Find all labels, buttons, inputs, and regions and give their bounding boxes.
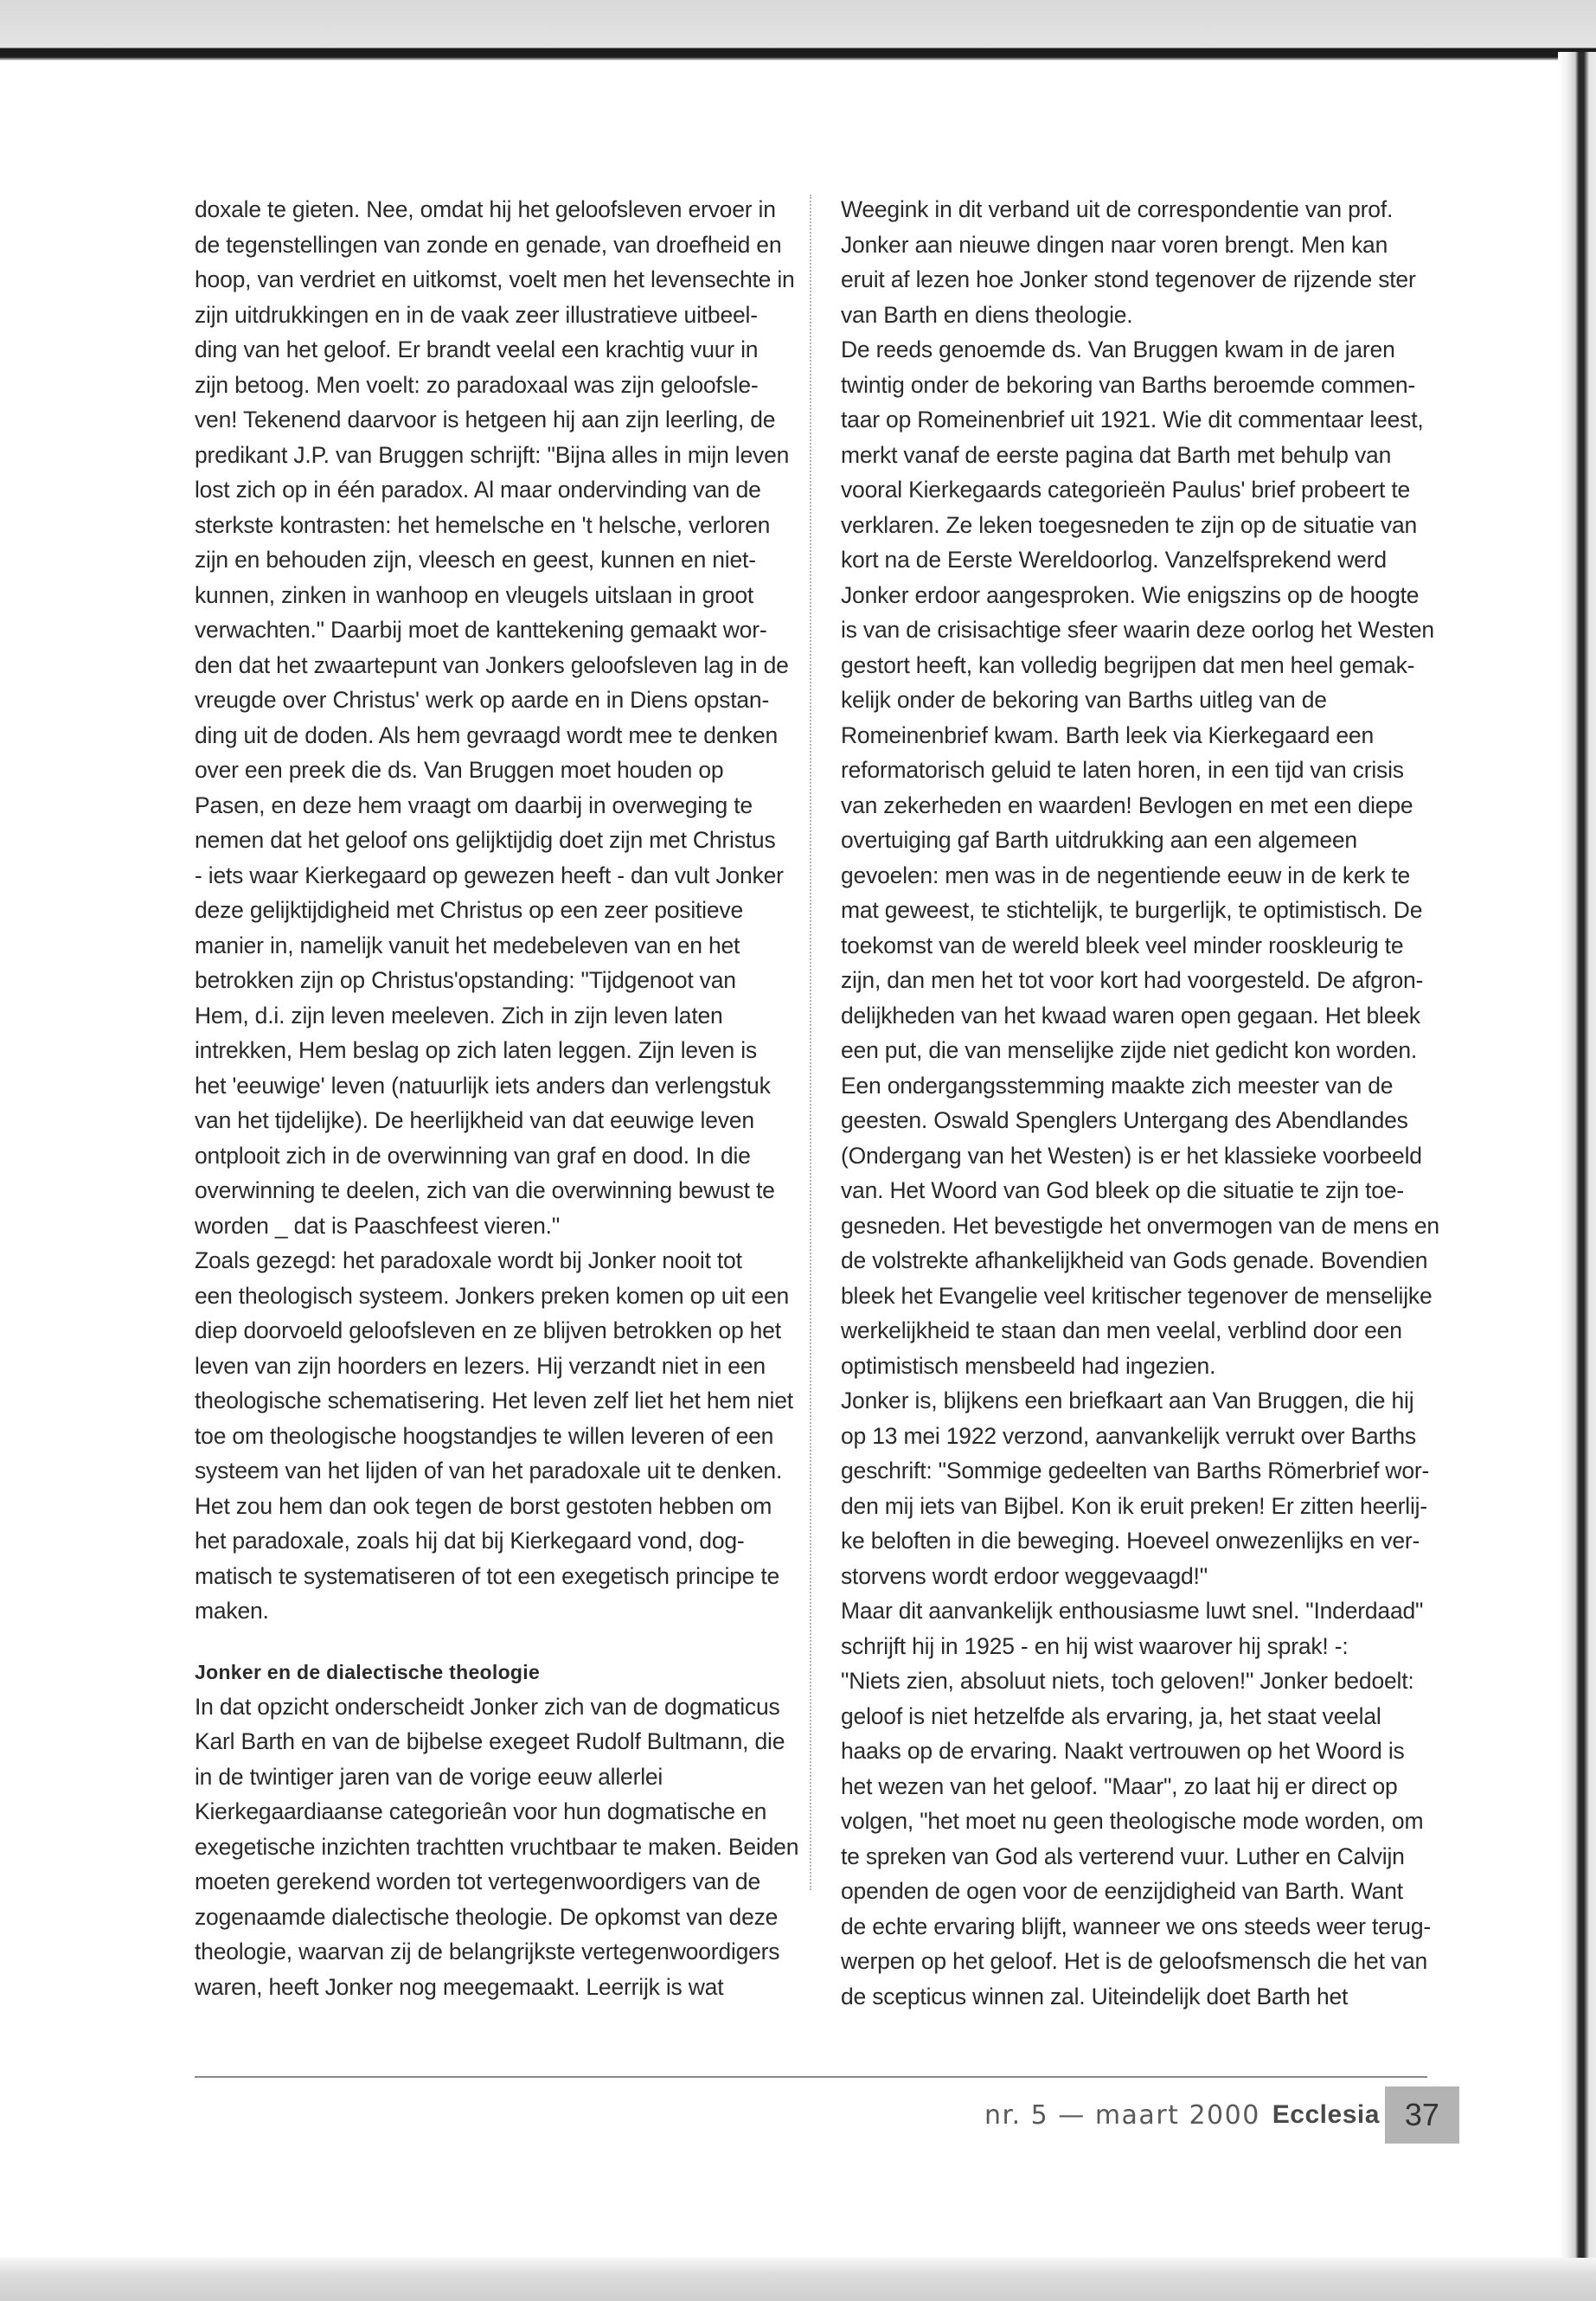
text-line: manier in, namelijk vanuit het medebeleven van en het (195, 932, 740, 958)
right-paragraph-3 (841, 1383, 1430, 1593)
text-line: ontplooit zich in de overwinning van graf en dood. In die (195, 1142, 751, 1169)
text-line: zogenaamde dialectische theologie. De opkomst van deze (195, 1903, 779, 1930)
text-line: storvens wordt erdoor weggevaagd!" (841, 1562, 1208, 1589)
text-line: hoop, van verdriet en uitkomst, voelt men het levensechte in (195, 266, 795, 292)
right-paragraph-4 (841, 1593, 1431, 2014)
text-line: volgen, "het moet nu geen theologische mode worden, om (841, 1808, 1424, 1834)
text-line: exegetische inzichten trachtten vruchtbaar te maken. Beiden (195, 1833, 799, 1860)
text-line: maken. (195, 1598, 269, 1624)
text-line: - iets waar Kierkegaard op gewezen heeft - dan vult Jonker (195, 862, 784, 888)
text-line: toe om theologische hoogstandjes te willen leveren of een (195, 1422, 774, 1449)
text-line: Hem, d.i. zijn leven meeleven. Zich in zijn leven laten (195, 1002, 723, 1029)
scan-edge-bottom (0, 2258, 1596, 2301)
text-line: den mij iets van Bijbel. Kon ik eruit preken! Er zitten heerlij- (841, 1492, 1427, 1519)
text-line: verwachten." Daarbij moet de kanttekening gemaakt wor- (195, 617, 767, 643)
left-paragraph-3 (195, 1689, 799, 2005)
section-subheading: Jonker en de dialectische theologie (195, 1660, 541, 1683)
text-line: matisch te systematiseren of tot een exegetisch principe te (195, 1562, 780, 1589)
text-line: de tegenstellingen van zonde en genade, van droefheid en (195, 231, 782, 258)
scan-edge-right (1558, 52, 1596, 2301)
text-line: intrekken, Hem beslag op zich laten leggen. Zijn leven is (195, 1037, 757, 1063)
text-line: lost zich op in één paradox. Al maar ondervinding van de (195, 477, 761, 503)
text-line: den dat het zwaartepunt van Jonkers geloofsleven lag in de (195, 651, 789, 678)
text-line: op 13 mei 1922 verzond, aanvankelijk verrukt over Barths (841, 1422, 1416, 1449)
text-line: Weegink in dit verband uit de correspondentie van prof. (841, 196, 1394, 222)
text-line: delijkheden van het kwaad waren open gegaan. Het bleek (841, 1002, 1420, 1029)
text-line: ding uit de doden. Als hem gevraagd wordt mee te denken (195, 721, 779, 748)
text-line: betrokken zijn op Christus'opstanding: "Tijdgenoot van (195, 967, 736, 993)
text-line: kelijk onder de bekoring van Barths uitleg van de (841, 687, 1327, 713)
text-line: predikant J.P. van Bruggen schrijft: "Bijna alles in mijn leven (195, 441, 790, 468)
text-line: Maar dit aanvankelijk enthousiasme luwt snel. "Inderdaad" (841, 1598, 1424, 1624)
text-line: moeten gerekend worden tot vertegenwoordigers van de (195, 1868, 760, 1894)
text-line: nemen dat het geloof ons gelijktijdig doet zijn met Christus (195, 827, 776, 853)
text-line: schrijft hij in 1925 - en hij wist waarover hij sprak! -: (841, 1632, 1349, 1659)
text-line: In dat opzicht onderscheidt Jonker zich van de dogmaticus (195, 1693, 780, 1720)
text-line: overtuiging gaf Barth uitdrukking aan een algemeen (841, 827, 1357, 853)
text-line: diep doorvoeld geloofsleven en ze blijven betrokken op het (195, 1317, 781, 1343)
text-line: werkelijkheid te staan dan men veelal, verblind door een (841, 1317, 1402, 1343)
left-column (195, 192, 799, 2004)
text-line: kort na de Eerste Wereldoorlog. Vanzelfsprekend werd (841, 547, 1387, 573)
text-line: systeem van het lijden of van het paradoxale uit te denken. (195, 1458, 783, 1484)
text-line: van Barth en diens theologie. (841, 301, 1133, 328)
text-line: Het zou hem dan ook tegen de borst gestoten hebben om (195, 1492, 772, 1519)
text-line: zijn uitdrukkingen en in de vaak zeer illustratieve uitbeel- (195, 301, 758, 328)
right-paragraph-1 (841, 192, 1425, 332)
left-paragraph-1 (195, 192, 795, 1243)
text-line: Pasen, en deze hem vraagt om daarbij in overweging te (195, 792, 753, 818)
text-line: (Ondergang van het Westen) is er het klassieke voorbeeld (841, 1142, 1422, 1169)
text-line: vooral Kierkegaards categorieën Paulus' brief probeert te (841, 477, 1411, 503)
page-number: 37 (1385, 2086, 1459, 2144)
text-line: De reeds genoemde ds. Van Bruggen kwam in de jaren (841, 336, 1395, 362)
text-line: geloof is niet hetzelfde als ervaring, ja, het staat veelal (841, 1702, 1381, 1729)
text-line: eruit af lezen hoe Jonker stond tegenover de rijzende ster (841, 266, 1416, 292)
text-line: over een preek die ds. Van Bruggen moet houden op (195, 757, 724, 783)
scan-edge-top (0, 0, 1596, 61)
text-line: de scepticus winnen zal. Uiteindelijk doet Barth het (841, 1983, 1349, 2009)
text-line: ke beloften in die beweging. Hoeveel onwezenlijks en ver- (841, 1528, 1420, 1554)
text-line: mat geweest, te stichtelijk, te burgerlijk, te optimistisch. De (841, 897, 1423, 923)
text-line: het wezen van het geloof. "Maar", zo laat hij er direct op (841, 1772, 1398, 1799)
text-line: verklaren. Ze leken toegesneden te zijn op de situatie van (841, 511, 1418, 538)
text-line: leven van zijn hoorders en lezers. Hij verzandt niet in een (195, 1352, 766, 1379)
text-line: Jonker aan nieuwe dingen naar voren brengt. Men kan (841, 231, 1388, 258)
text-line: twintig onder de bekoring van Barths beroemde commen- (841, 371, 1416, 398)
text-line: een put, die van menselijke zijde niet gedicht kon worden. (841, 1037, 1418, 1063)
text-line: het 'eeuwige' leven (natuurlijk iets anders dan verlengstuk (195, 1072, 771, 1099)
text-line: is van de crisisachtige sfeer waarin deze oorlog het Westen (841, 617, 1434, 643)
text-line: vreugde over Christus' werk op aarde en in Diens opstan- (195, 687, 770, 713)
text-line: gevoelen: men was in de negentiende eeuw in de kerk te (841, 862, 1411, 888)
footer-rule (195, 2076, 1427, 2078)
text-line: merkt vanaf de eerste pagina dat Barth met behulp van (841, 441, 1392, 468)
page-footer (984, 2086, 1459, 2144)
right-column (841, 192, 1439, 2014)
text-line: haaks op de ervaring. Naakt vertrouwen op het Woord is (841, 1738, 1405, 1764)
text-line: geesten. Oswald Spenglers Untergang des Abendlandes (841, 1107, 1408, 1133)
text-line: waren, heeft Jonker nog meegemaakt. Leerrijk is wat (195, 1973, 724, 2000)
text-line: theologie, waarvan zij de belangrijkste vertegenwoordigers (195, 1939, 780, 1965)
text-line: kunnen, zinken in wanhoop en vleugels uitslaan in groot (195, 581, 754, 608)
text-line: "Niets zien, absoluut niets, toch geloven!" Jonker bedoelt: (841, 1668, 1414, 1694)
text-line: ding van het geloof. Er brandt veelal een krachtig vuur in (195, 336, 759, 362)
left-paragraph-2 (195, 1243, 793, 1629)
issue-label: nr. 5 — maart 2000 (984, 2099, 1260, 2131)
text-line: openden de ogen voor de eenzijdigheid van Barth. Want (841, 1878, 1403, 1904)
text-line: worden _ dat is Paaschfeest vieren." (195, 1212, 561, 1239)
text-line: sterkste kontrasten: het hemelsche en 't helsche, verloren (195, 511, 771, 538)
text-line: zijn betoog. Men voelt: zo paradoxaal was zijn geloofsle- (195, 371, 759, 398)
text-line: werpen op het geloof. Het is de geloofsmensch die het van (841, 1948, 1428, 1974)
text-line: Karl Barth en van de bijbelse exegeet Rudolf Bultmann, die (195, 1728, 785, 1754)
text-line: gesneden. Het bevestigde het onvermogen van de mens en (841, 1212, 1439, 1239)
text-line: het paradoxale, zoals hij dat bij Kierkegaard vond, dog- (195, 1528, 745, 1554)
text-line: geschrift: "Sommige gedeelten van Barths Römerbrief wor- (841, 1458, 1430, 1484)
text-line: Een ondergangsstemming maakte zich meester van de (841, 1072, 1394, 1099)
column-divider (810, 195, 811, 1890)
text-line: Jonker erdoor aangesproken. Wie enigszins op de hoogte (841, 581, 1420, 608)
text-line: doxale te gieten. Nee, omdat hij het geloofsleven ervoer in (195, 196, 776, 222)
text-line: een theologisch systeem. Jonkers preken komen op uit een (195, 1282, 790, 1309)
text-line: zijn en behouden zijn, vleesch en geest, kunnen en niet- (195, 547, 756, 573)
text-line: ven! Tekenend daarvoor is hetgeen hij aan zijn leerling, de (195, 407, 776, 433)
right-paragraph-2 (841, 332, 1439, 1383)
text-line: deze gelijktijdigheid met Christus op een zeer positieve (195, 897, 743, 923)
text-line: zijn, dan men het tot voor kort had voorgesteld. De afgron- (841, 967, 1424, 993)
text-line: van het tijdelijke). De heerlijkheid van dat eeuwige leven (195, 1107, 754, 1133)
text-line: overwinning te deelen, zich van die overwinning bewust te (195, 1177, 775, 1203)
text-line: bleek het Evangelie veel kritischer tegenover de menselijke (841, 1282, 1433, 1309)
text-line: de volstrekte afhankelijkheid van Gods genade. Bovendien (841, 1247, 1428, 1273)
text-line: van zekerheden en waarden! Bevlogen en met een diepe (841, 792, 1413, 818)
text-line: taar op Romeinenbrief uit 1921. Wie dit commentaar leest, (841, 407, 1424, 433)
text-line: toekomst van de wereld bleek veel minder rooskleurig te (841, 932, 1404, 958)
text-line: Jonker is, blijkens een briefkaart aan Van Bruggen, die hij (841, 1388, 1414, 1413)
text-line: te spreken van God als verterend vuur. Luther en Calvijn (841, 1843, 1405, 1869)
text-line: theologische schematisering. Het leven zelf liet het hem niet (195, 1388, 793, 1413)
magazine-title: Ecclesia (1272, 2100, 1380, 2129)
text-line: de echte ervaring blijft, wanneer we ons steeds weer terug- (841, 1913, 1431, 1939)
text-line: gestort heeft, kan volledig begrijpen dat men heel gemak- (841, 651, 1415, 678)
text-line: in de twintiger jaren van de vorige eeuw allerlei (195, 1763, 663, 1790)
text-line: optimistisch mensbeeld had ingezien. (841, 1352, 1216, 1379)
text-line: van. Het Woord van God bleek op die situatie te zijn toe- (841, 1177, 1404, 1203)
text-line: Kierkegaardiaanse categorieân voor hun dogmatische en (195, 1798, 767, 1824)
text-line: Romeinenbrief kwam. Barth leek via Kierkegaard een (841, 721, 1375, 748)
text-line: Zoals gezegd: het paradoxale wordt bij Jonker nooit tot (195, 1247, 742, 1273)
text-line: reformatorisch geluid te laten horen, in een tijd van crisis (841, 757, 1404, 783)
